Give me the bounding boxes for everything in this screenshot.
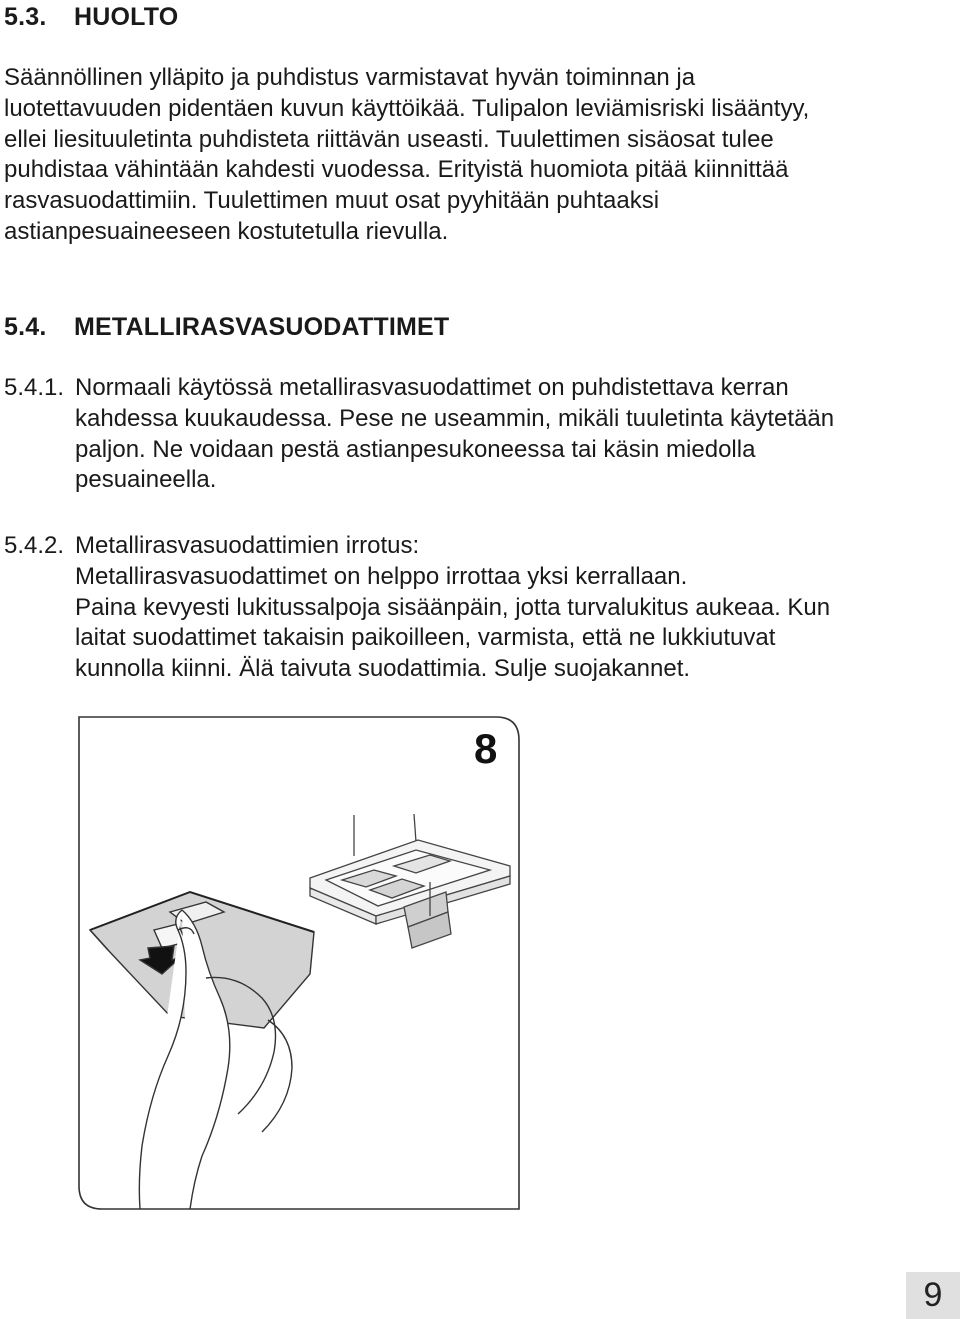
section-number: 5.3. <box>4 3 47 31</box>
text-line: Paina kevyesti lukitussalpoja sisäänpäin, jotta turvalukitus aukeaa. Kun <box>75 593 831 621</box>
section-title: HUOLTO <box>74 3 179 31</box>
text-line: laitat suodattimet takaisin paikoilleen, varmista, että ne lukkiutuvat <box>75 624 776 652</box>
page-number: 9 <box>906 1272 960 1319</box>
text-line: kahdessa kuukaudessa. Pese ne useammin, mikäli tuuletinta käytetään <box>75 404 835 432</box>
text-line: puhdistaa vähintään kahdesti vuodessa. Erityistä huomiota pitää kiinnittää <box>4 156 789 184</box>
text-line: astianpesuaineeseen kostutetulla rievulla. <box>4 217 449 245</box>
text-line: rasvasuodattimiin. Tuulettimen muut osat pyyhitään puhtaaksi <box>4 187 660 215</box>
text-line: kunnolla kiinni. Älä taivuta suodattimia. Sulje suojakannet. <box>75 655 691 683</box>
cleaning-paragraph <box>75 373 834 496</box>
text-line: pesuaineella. <box>75 466 217 494</box>
section-number: 5.4. <box>4 313 47 341</box>
subsection-number-1: 5.4.1. <box>4 374 65 401</box>
text-line: Metallirasvasuodattimet on helppo irrottaa yksi kerrallaan. <box>75 562 688 590</box>
text-line: ellei liesituuletinta puhdisteta riittävän useasti. Tuulettimen sisäosat tulee <box>4 125 774 153</box>
removal-paragraph <box>75 531 830 685</box>
text-line: luotettavuuden pidentäen kuvun käyttöikää. Tulipalon leviämisriski lisääntyy, <box>4 94 810 122</box>
section-heading-huolto <box>4 2 178 32</box>
text-line: Säännöllinen ylläpito ja puhdistus varmistavat hyvän toiminnan ja <box>4 64 696 91</box>
text-line: paljon. Ne voidaan pestä astianpesukoneessa tai käsin miedolla <box>75 435 756 463</box>
filter-removal-figure <box>78 716 520 1210</box>
maintenance-paragraph <box>4 63 809 248</box>
subsection-number-2: 5.4.2. <box>4 532 65 559</box>
section-heading-filters <box>4 312 449 342</box>
text-line: Metallirasvasuodattimien irrotus: <box>75 532 420 559</box>
text-line: Normaali käytössä metallirasvasuodattimet on puhdistettava kerran <box>75 374 789 401</box>
figure-number: 8 <box>474 725 498 772</box>
section-title: METALLIRASVASUODATTIMET <box>74 313 450 341</box>
